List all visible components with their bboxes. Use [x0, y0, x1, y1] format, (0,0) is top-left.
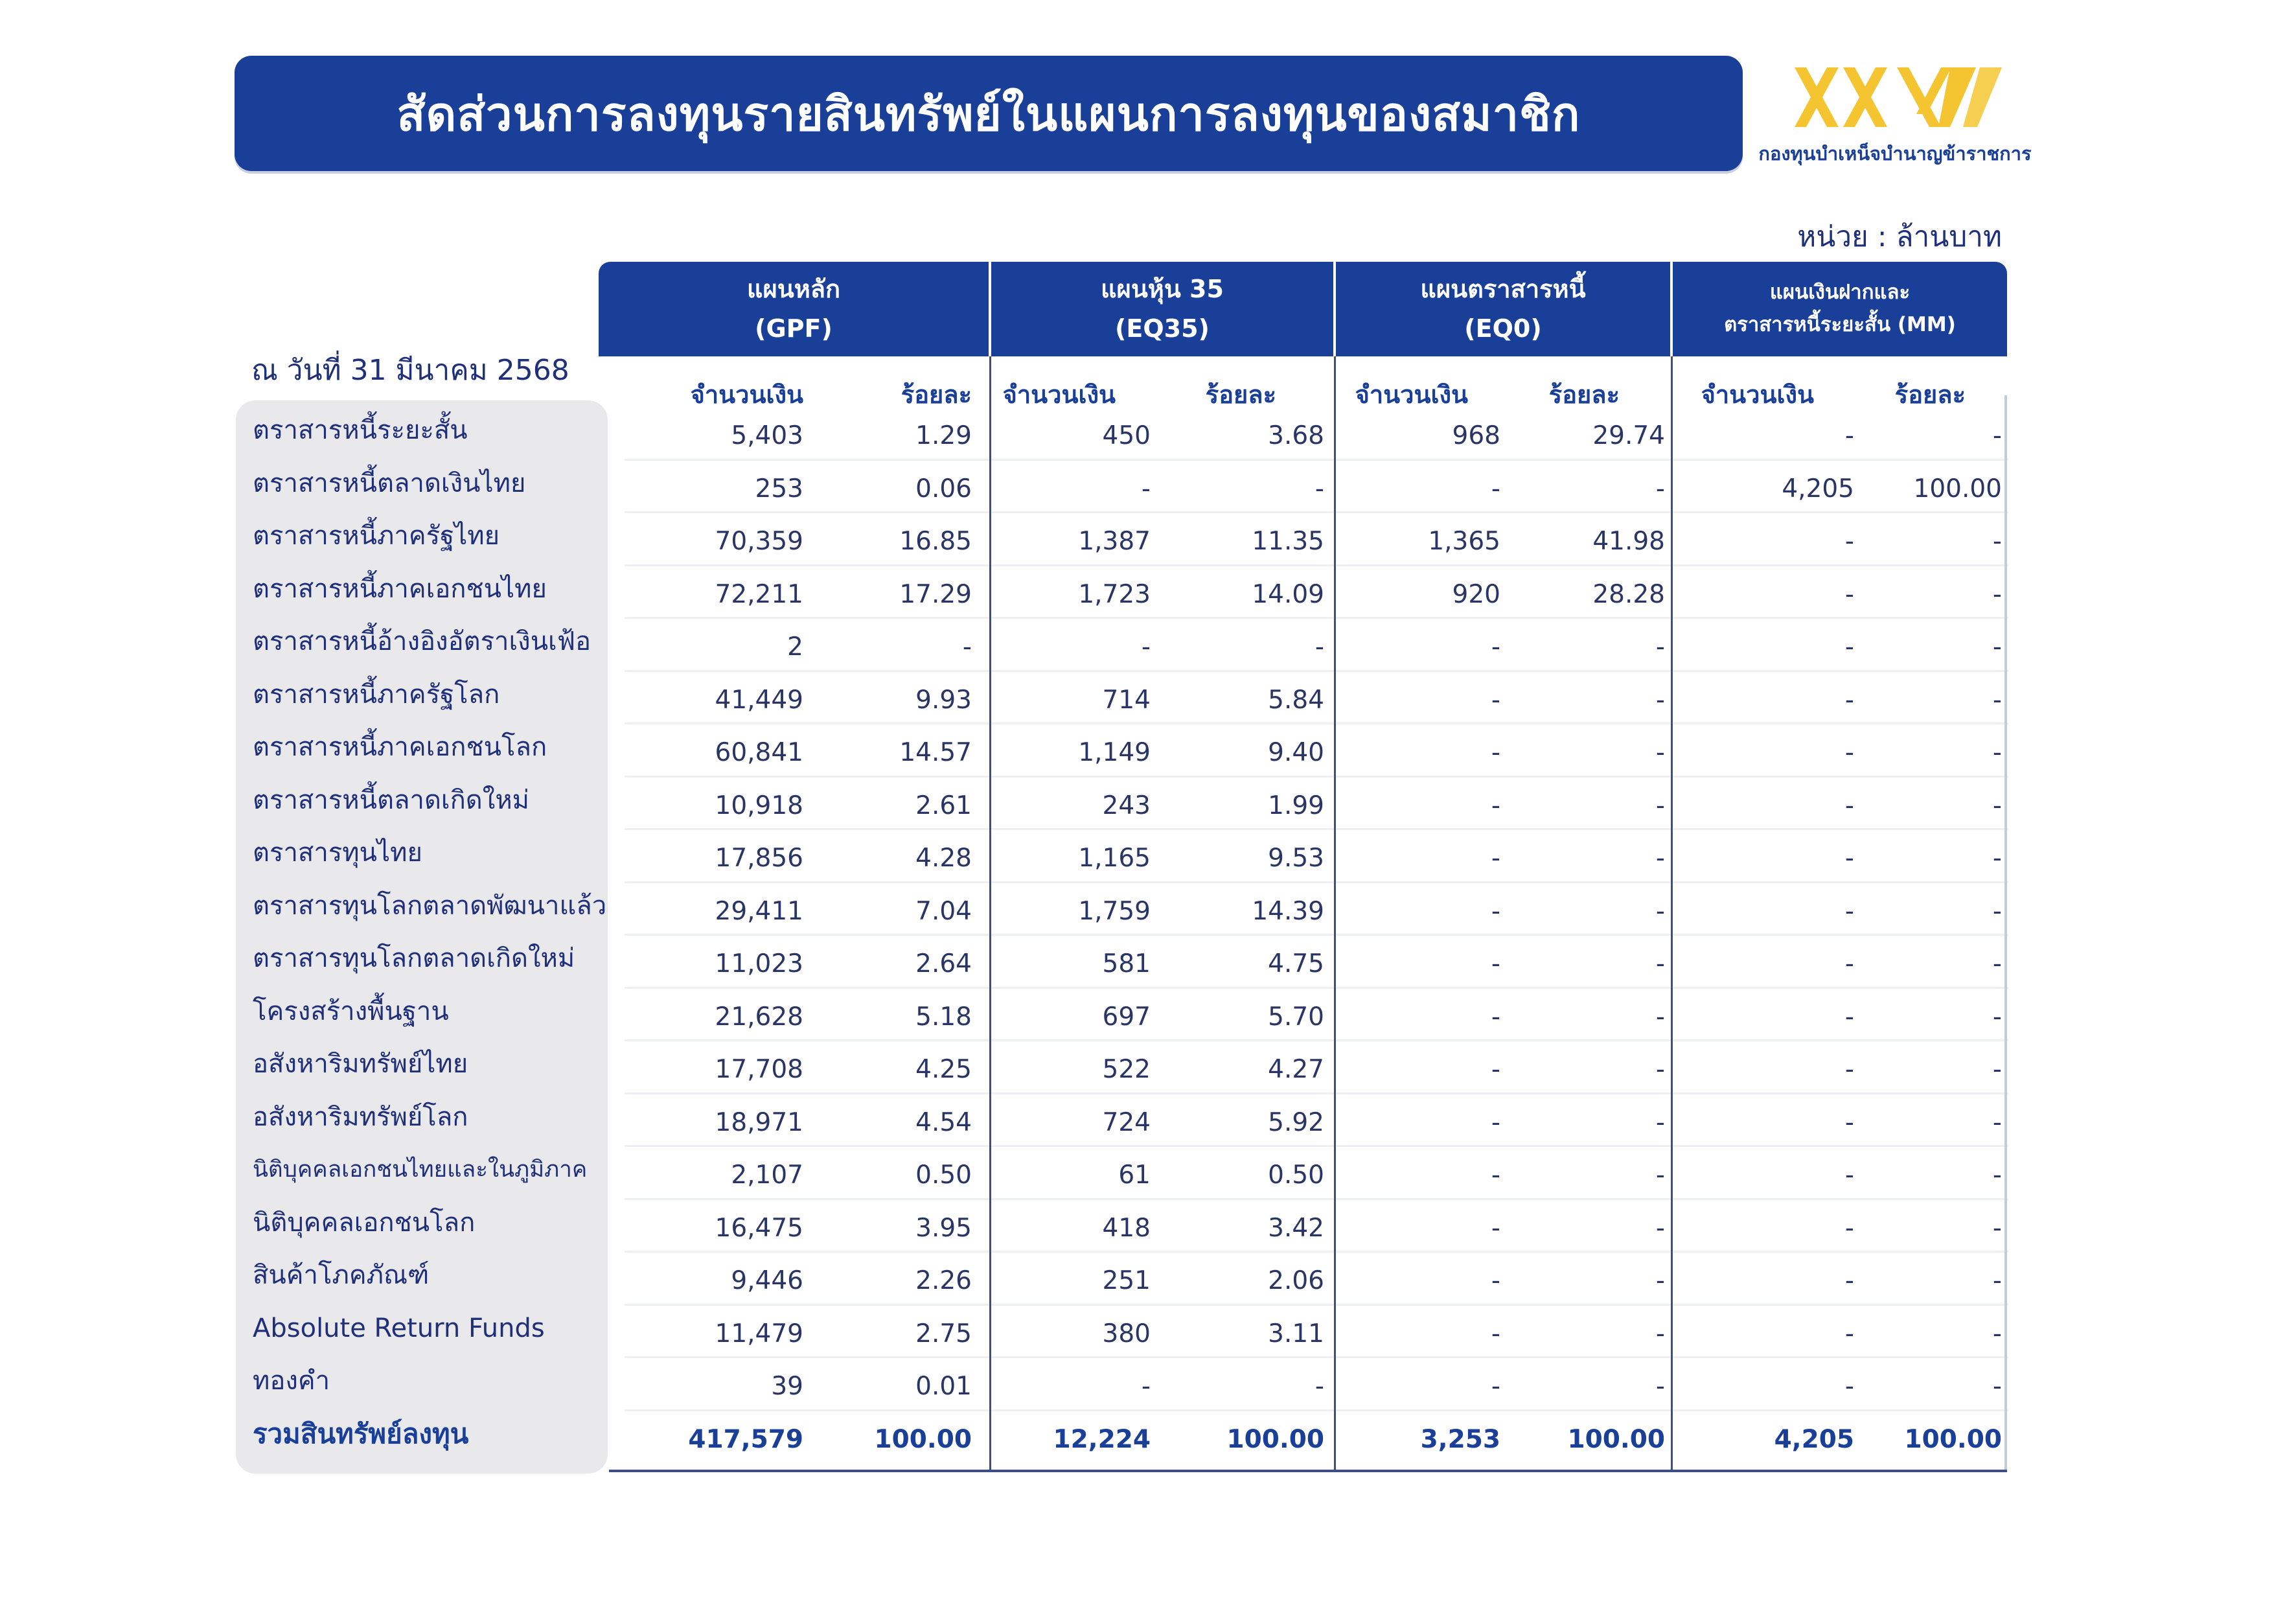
percent-cell: 1.29 — [915, 421, 972, 450]
amount-cell: 417,579 — [688, 1424, 803, 1454]
plan-header-eq35 — [991, 262, 1333, 356]
percent-cell: 2.26 — [915, 1266, 972, 1295]
row-label: ตราสารหนี้ตลาดเงินไทย — [253, 468, 526, 498]
percent-cell: 2.61 — [915, 791, 972, 820]
plan-header-line2: ตราสารหนี้ระยะสั้น (MM) — [1724, 313, 1956, 336]
row-label: โครงสร้างพื้นฐาน — [253, 996, 449, 1026]
percent-cell: - — [1992, 632, 2002, 662]
percent-cell: 41.98 — [1592, 527, 1665, 556]
row-label: ตราสารหนี้ภาคเอกชนโลก — [253, 732, 547, 762]
row-label: ตราสารทุนไทย — [253, 838, 422, 868]
table-right-edge — [2004, 395, 2007, 1472]
row-separator — [625, 511, 2008, 513]
amount-cell: - — [1141, 1372, 1151, 1401]
percent-cell: - — [1992, 949, 2002, 978]
amount-cell: - — [1844, 527, 1854, 556]
amount-cell: 16,475 — [715, 1213, 803, 1243]
percent-cell: - — [1655, 738, 1665, 767]
percent-cell: 28.28 — [1592, 579, 1665, 609]
percent-cell: - — [1992, 1266, 2002, 1295]
percent-cell: - — [1992, 738, 2002, 767]
amount-cell: - — [1844, 1161, 1854, 1190]
row-label: อสังหาริมทรัพย์โลก — [253, 1102, 468, 1132]
percent-cell: - — [1992, 1161, 2002, 1190]
amount-cell: - — [1491, 791, 1500, 820]
percent-cell: 14.57 — [899, 738, 972, 767]
amount-cell: - — [1491, 1319, 1500, 1348]
amount-cell: - — [1844, 1266, 1854, 1295]
amount-cell: 714 — [1102, 685, 1151, 715]
amount-cell: 251 — [1102, 1266, 1151, 1295]
amount-cell: 724 — [1102, 1107, 1151, 1137]
percent-cell: 5.18 — [915, 1002, 972, 1032]
amount-cell: 11,479 — [715, 1319, 803, 1348]
plan-header-line1: แผนตราสารหนี้ — [1420, 275, 1586, 304]
amount-cell: 1,149 — [1078, 738, 1151, 767]
percent-cell: - — [1655, 1372, 1665, 1401]
as-of-date: ณ วันที่ 31 มีนาคม 2568 — [251, 354, 569, 387]
amount-cell: - — [1844, 579, 1854, 609]
amount-cell: 39 — [771, 1372, 803, 1401]
plan-header-line1: แผนหุ้น 35 — [1101, 275, 1224, 304]
percent-cell: - — [1314, 1372, 1324, 1401]
row-label: ตราสารทุนโลกตลาดพัฒนาแล้ว — [253, 890, 607, 921]
percent-cell: - — [1992, 685, 2002, 715]
percent-cell: 5.70 — [1268, 1002, 1324, 1032]
percent-cell: - — [1992, 1107, 2002, 1137]
row-label: อสังหาริมทรัพย์ไทย — [253, 1049, 468, 1079]
plan-header-gpf — [599, 262, 989, 356]
percent-cell: 3.11 — [1268, 1319, 1324, 1348]
amount-cell: 697 — [1102, 1002, 1151, 1032]
percent-cell: 14.09 — [1252, 579, 1324, 609]
plan-header-line2: (GPF) — [755, 314, 832, 343]
percent-cell: 4.28 — [915, 844, 972, 873]
row-label: ตราสารหนี้ภาครัฐไทย — [253, 521, 500, 551]
amount-cell: 380 — [1102, 1319, 1151, 1348]
row-separator — [625, 1409, 2008, 1411]
percent-cell: - — [1992, 421, 2002, 450]
column-divider — [1671, 356, 1673, 1472]
amount-cell: - — [1491, 896, 1500, 926]
amount-cell: - — [1844, 949, 1854, 978]
amount-cell: 253 — [755, 474, 803, 503]
plan-header-line2: (EQ35) — [1115, 314, 1210, 343]
row-separator — [625, 1356, 2008, 1358]
row-separator — [625, 881, 2008, 883]
amount-cell: - — [1844, 1372, 1854, 1401]
percent-cell: 2.75 — [915, 1319, 972, 1348]
unit-label: หน่วย : ล้านบาท — [1797, 220, 2002, 253]
amount-cell: 21,628 — [715, 1002, 803, 1032]
amount-cell: 1,759 — [1078, 896, 1151, 926]
amount-cell: - — [1491, 685, 1500, 715]
amount-cell: - — [1844, 632, 1854, 662]
row-label: Absolute Return Funds — [253, 1313, 545, 1343]
row-separator — [625, 934, 2008, 936]
amount-cell: 581 — [1102, 949, 1151, 978]
percent-cell: 9.40 — [1268, 738, 1324, 767]
amount-cell: 450 — [1102, 421, 1151, 450]
percent-cell: 0.50 — [915, 1161, 972, 1190]
percent-cell: 100.00 — [1913, 474, 2002, 503]
percent-cell: 7.04 — [915, 896, 972, 926]
amount-cell: 10,918 — [715, 791, 803, 820]
amount-cell: - — [1491, 1266, 1500, 1295]
amount-cell: - — [1844, 791, 1854, 820]
row-separator — [625, 1198, 2008, 1200]
amount-cell: - — [1844, 685, 1854, 715]
amount-cell: - — [1491, 1213, 1500, 1243]
row-separator — [625, 723, 2008, 724]
percent-cell: - — [1655, 1161, 1665, 1190]
amount-cell: 968 — [1452, 421, 1500, 450]
amount-cell: 243 — [1102, 791, 1151, 820]
amount-cell: 418 — [1102, 1213, 1151, 1243]
amount-cell: 522 — [1102, 1055, 1151, 1084]
row-separator — [625, 1251, 2008, 1253]
percent-cell: 4.54 — [915, 1107, 972, 1137]
percent-cell: - — [1655, 685, 1665, 715]
amount-cell: - — [1491, 474, 1500, 503]
percent-cell: - — [1655, 1319, 1665, 1348]
percent-cell: - — [1655, 1107, 1665, 1137]
percent-cell: - — [1655, 1055, 1665, 1084]
amount-cell: 61 — [1118, 1161, 1151, 1190]
percent-cell: - — [1314, 474, 1324, 503]
logo-caption: กองทุนบำเหน็จบำนาญข้าราชการ — [1758, 143, 2032, 165]
percent-cell: 9.53 — [1268, 844, 1324, 873]
amount-cell: - — [1844, 1107, 1854, 1137]
amount-cell: - — [1491, 1372, 1500, 1401]
percent-cell: 29.74 — [1592, 421, 1665, 450]
row-label: ทองคำ — [253, 1366, 330, 1396]
amount-cell: - — [1491, 1107, 1500, 1137]
amount-cell: - — [1491, 738, 1500, 767]
amount-cell: - — [1844, 1213, 1854, 1243]
total-row-label: รวมสินทรัพย์ลงทุน — [253, 1417, 469, 1450]
percent-cell: 100.00 — [1567, 1424, 1665, 1454]
percent-cell: 4.25 — [915, 1055, 972, 1084]
amount-cell: 11,023 — [715, 949, 803, 978]
percent-cell: 100.00 — [1226, 1424, 1324, 1454]
percent-cell: 3.42 — [1268, 1213, 1324, 1243]
percent-cell: 2.64 — [915, 949, 972, 978]
percent-cell: 11.35 — [1252, 527, 1324, 556]
percent-cell: - — [1655, 791, 1665, 820]
percent-cell: - — [1992, 1002, 2002, 1032]
amount-cell: 3,253 — [1420, 1424, 1500, 1454]
percent-cell: - — [1655, 1266, 1665, 1295]
amount-cell: 920 — [1452, 579, 1500, 609]
row-separator — [625, 1304, 2008, 1306]
amount-cell: - — [1141, 632, 1151, 662]
percent-cell: - — [1655, 1213, 1665, 1243]
percent-cell: - — [1655, 949, 1665, 978]
percent-cell: - — [1992, 1319, 2002, 1348]
amount-cell: 17,856 — [715, 844, 803, 873]
percent-cell: 0.50 — [1268, 1161, 1324, 1190]
amount-cell: 41,449 — [715, 685, 803, 715]
plan-header-mm — [1673, 262, 2007, 356]
percent-cell: 1.99 — [1268, 791, 1324, 820]
percent-cell: 3.68 — [1268, 421, 1324, 450]
percent-cell: - — [1655, 632, 1665, 662]
amount-cell: - — [1844, 1319, 1854, 1348]
row-label: ตราสารหนี้ภาคเอกชนไทย — [253, 573, 547, 604]
row-separator — [625, 828, 2008, 830]
plan-header-eq0 — [1336, 262, 1670, 356]
subheader-percent: ร้อยละ — [901, 380, 972, 409]
row-label: ตราสารทุนโลกตลาดเกิดใหม่ — [253, 943, 575, 973]
percent-cell: - — [1992, 896, 2002, 926]
percent-cell: - — [1992, 791, 2002, 820]
title-banner — [235, 56, 1743, 171]
amount-cell: 5,403 — [731, 421, 803, 450]
amount-cell: 12,224 — [1053, 1424, 1151, 1454]
percent-cell: 100.00 — [1904, 1424, 2002, 1454]
row-separator — [625, 1145, 2008, 1147]
row-label: นิติบุคคลเอกชนไทยและในภูมิภาค — [253, 1157, 588, 1183]
percent-cell: 5.92 — [1268, 1107, 1324, 1137]
percent-cell: - — [1314, 632, 1324, 662]
row-separator — [625, 564, 2008, 566]
percent-cell: 9.93 — [915, 685, 972, 715]
subheader-amount: จำนวนเงิน — [1002, 380, 1116, 409]
percent-cell: 2.06 — [1268, 1266, 1324, 1295]
amount-cell: 29,411 — [715, 896, 803, 926]
plan-header-line1: แผนหลัก — [746, 275, 841, 304]
amount-cell: 2 — [787, 632, 803, 662]
percent-cell: - — [1655, 896, 1665, 926]
amount-cell: 1,365 — [1428, 527, 1500, 556]
percent-cell: - — [1992, 527, 2002, 556]
amount-cell: - — [1491, 632, 1500, 662]
amount-cell: 70,359 — [715, 527, 803, 556]
row-separator — [625, 617, 2008, 619]
row-separator — [625, 459, 2008, 461]
amount-cell: - — [1844, 896, 1854, 926]
amount-cell: 18,971 — [715, 1107, 803, 1137]
amount-cell: - — [1844, 421, 1854, 450]
amount-cell: 2,107 — [731, 1161, 803, 1190]
amount-cell: - — [1491, 949, 1500, 978]
percent-cell: 5.84 — [1268, 685, 1324, 715]
subheader-percent: ร้อยละ — [1548, 380, 1620, 409]
percent-cell: - — [1655, 1002, 1665, 1032]
row-label: นิติบุคคลเอกชนโลก — [253, 1207, 476, 1238]
row-separator — [625, 1093, 2008, 1094]
percent-cell: - — [1992, 1055, 2002, 1084]
percent-cell: - — [1655, 474, 1665, 503]
row-separator — [625, 1039, 2008, 1041]
row-label: ตราสารหนี้อ้างอิงอัตราเงินเฟ้อ — [253, 627, 591, 656]
row-separator — [625, 987, 2008, 989]
amount-cell: 1,387 — [1078, 527, 1151, 556]
percent-cell: - — [1992, 1213, 2002, 1243]
column-divider — [989, 356, 991, 1472]
subheader-amount: จำนวนเงิน — [1701, 380, 1814, 409]
percent-cell: 4.27 — [1268, 1055, 1324, 1084]
amount-cell: 17,708 — [715, 1055, 803, 1084]
amount-cell: - — [1491, 1055, 1500, 1084]
row-separator — [625, 776, 2008, 778]
row-label: ตราสารหนี้ตลาดเกิดใหม่ — [253, 785, 530, 815]
column-divider — [1334, 356, 1336, 1472]
percent-cell: 14.39 — [1252, 896, 1324, 926]
percent-cell: - — [962, 632, 972, 662]
amount-cell: 1,723 — [1078, 579, 1151, 609]
amount-cell: - — [1844, 844, 1854, 873]
row-separator — [625, 670, 2008, 672]
subheader-amount: จำนวนเงิน — [690, 380, 803, 409]
gpf-logo — [1749, 62, 2041, 172]
subheader-percent: ร้อยละ — [1205, 380, 1276, 409]
amount-cell: 9,446 — [731, 1266, 803, 1295]
subheader-percent: ร้อยละ — [1894, 380, 1966, 409]
percent-cell: - — [1992, 844, 2002, 873]
amount-cell: - — [1491, 1161, 1500, 1190]
amount-cell: 1,165 — [1078, 844, 1151, 873]
percent-cell: 4.75 — [1268, 949, 1324, 978]
percent-cell: - — [1992, 579, 2002, 609]
amount-cell: - — [1844, 738, 1854, 767]
amount-cell: - — [1491, 1002, 1500, 1032]
percent-cell: 3.95 — [915, 1213, 972, 1243]
amount-cell: - — [1844, 1055, 1854, 1084]
amount-cell: 4,205 — [1774, 1424, 1854, 1454]
row-label: ตราสารหนี้ระยะสั้น — [253, 415, 468, 445]
amount-cell: 4,205 — [1782, 474, 1854, 503]
amount-cell: - — [1141, 474, 1151, 503]
percent-cell: - — [1655, 844, 1665, 873]
page-title: สัดส่วนการลงทุนรายสินทรัพย์ในแผนการลงทุนของสมาชิก — [396, 86, 1581, 141]
row-label: สินค้าโภคภัณฑ์ — [253, 1260, 430, 1290]
plan-header-line2: (EQ0) — [1464, 314, 1542, 343]
table-bottom-border — [609, 1470, 2007, 1472]
percent-cell: 100.00 — [874, 1424, 972, 1454]
percent-cell: - — [1992, 1372, 2002, 1401]
percent-cell: 0.01 — [915, 1372, 972, 1401]
percent-cell: 17.29 — [899, 579, 972, 609]
plan-header-line1: แผนเงินฝากและ — [1769, 281, 1911, 305]
amount-cell: - — [1491, 844, 1500, 873]
subheader-amount: จำนวนเงิน — [1355, 380, 1468, 409]
percent-cell: 0.06 — [915, 474, 972, 503]
amount-cell: 60,841 — [715, 738, 803, 767]
gpf-logo-mark-icon — [1788, 62, 2008, 133]
amount-cell: - — [1844, 1002, 1854, 1032]
amount-cell: 72,211 — [715, 579, 803, 609]
percent-cell: 16.85 — [899, 527, 972, 556]
row-label: ตราสารหนี้ภาครัฐโลก — [253, 679, 500, 710]
